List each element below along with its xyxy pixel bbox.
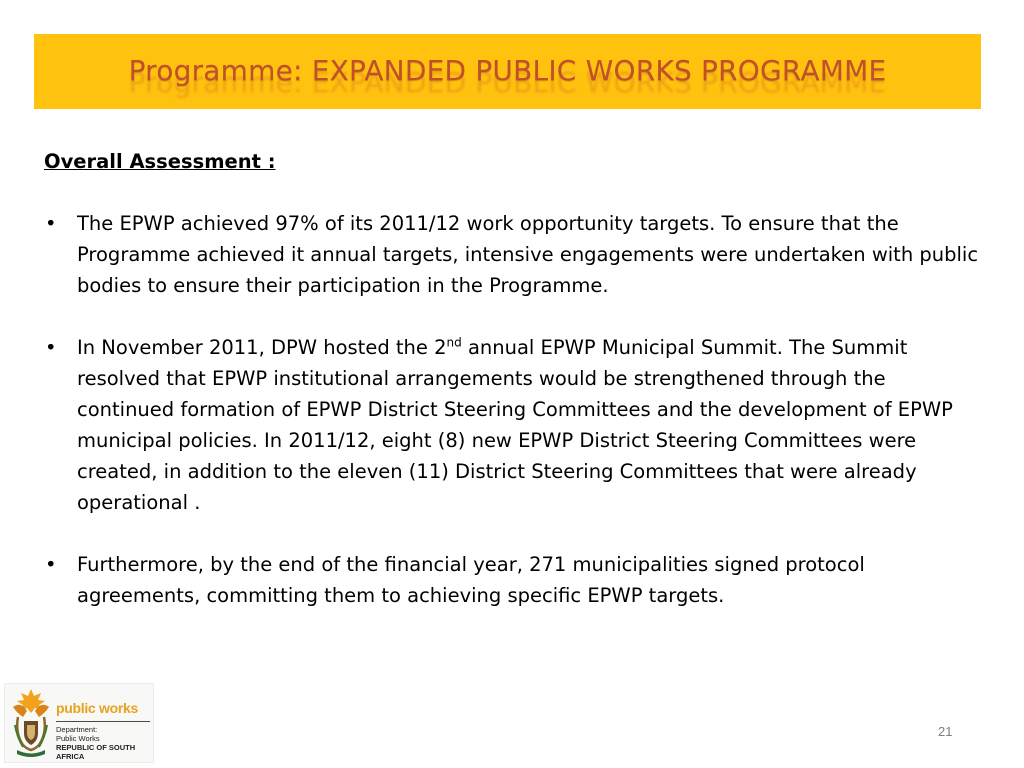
- logo-divider: [56, 721, 150, 722]
- title-bar: [34, 34, 981, 109]
- page-number: 21: [938, 724, 953, 739]
- bullet-text-part: In November 2011, DPW hosted the 2: [77, 336, 447, 359]
- logo-country-name: REPUBLIC OF SOUTH AFRICA: [56, 743, 136, 761]
- south-africa-coat-of-arms-icon: [9, 687, 53, 759]
- section-heading: Overall Assessment :: [44, 150, 276, 173]
- bullet-marker: •: [45, 553, 57, 576]
- slide-content: [44, 146, 984, 642]
- bullet-superscript: nd: [446, 335, 462, 350]
- bullet-item: [44, 332, 984, 518]
- bullet-text: The EPWP achieved 97% of its 2011/12 work opportunity targets. To ensure that the Programme achieved it annual targets, intensive engagements were undertaken with public bodies to ensure their participation in the Programme.: [77, 212, 979, 297]
- bullet-item: [44, 549, 984, 611]
- bullet-marker: •: [45, 212, 57, 235]
- logo-wordmark: public works: [56, 700, 138, 716]
- slide-title: Programme: EXPANDED PUBLIC WORKS PROGRAMME: [128, 54, 887, 87]
- bullet-marker: •: [45, 336, 57, 359]
- bullet-text: Furthermore, by the end of the financial year, 271 municipalities signed protocol agreements, committing them to achieving specific EPWP targets.: [77, 553, 865, 607]
- logo-department-label: Department:: [56, 725, 98, 734]
- bullet-text-part: annual EPWP Municipal Summit. The Summit resolved that EPWP institutional arrangements would be strengthened through the continued formation of EPWP District Steering Committees and the development of EPWP municipal policies. In 2011/12, eight (8) new EPWP District Steering Committees were created, in addition to the eleven (11) District Steering Committees that were already operational .: [77, 336, 953, 514]
- public-works-logo: [4, 683, 154, 763]
- logo-department-name: Public Works: [56, 734, 100, 743]
- bullet-item: [44, 208, 984, 301]
